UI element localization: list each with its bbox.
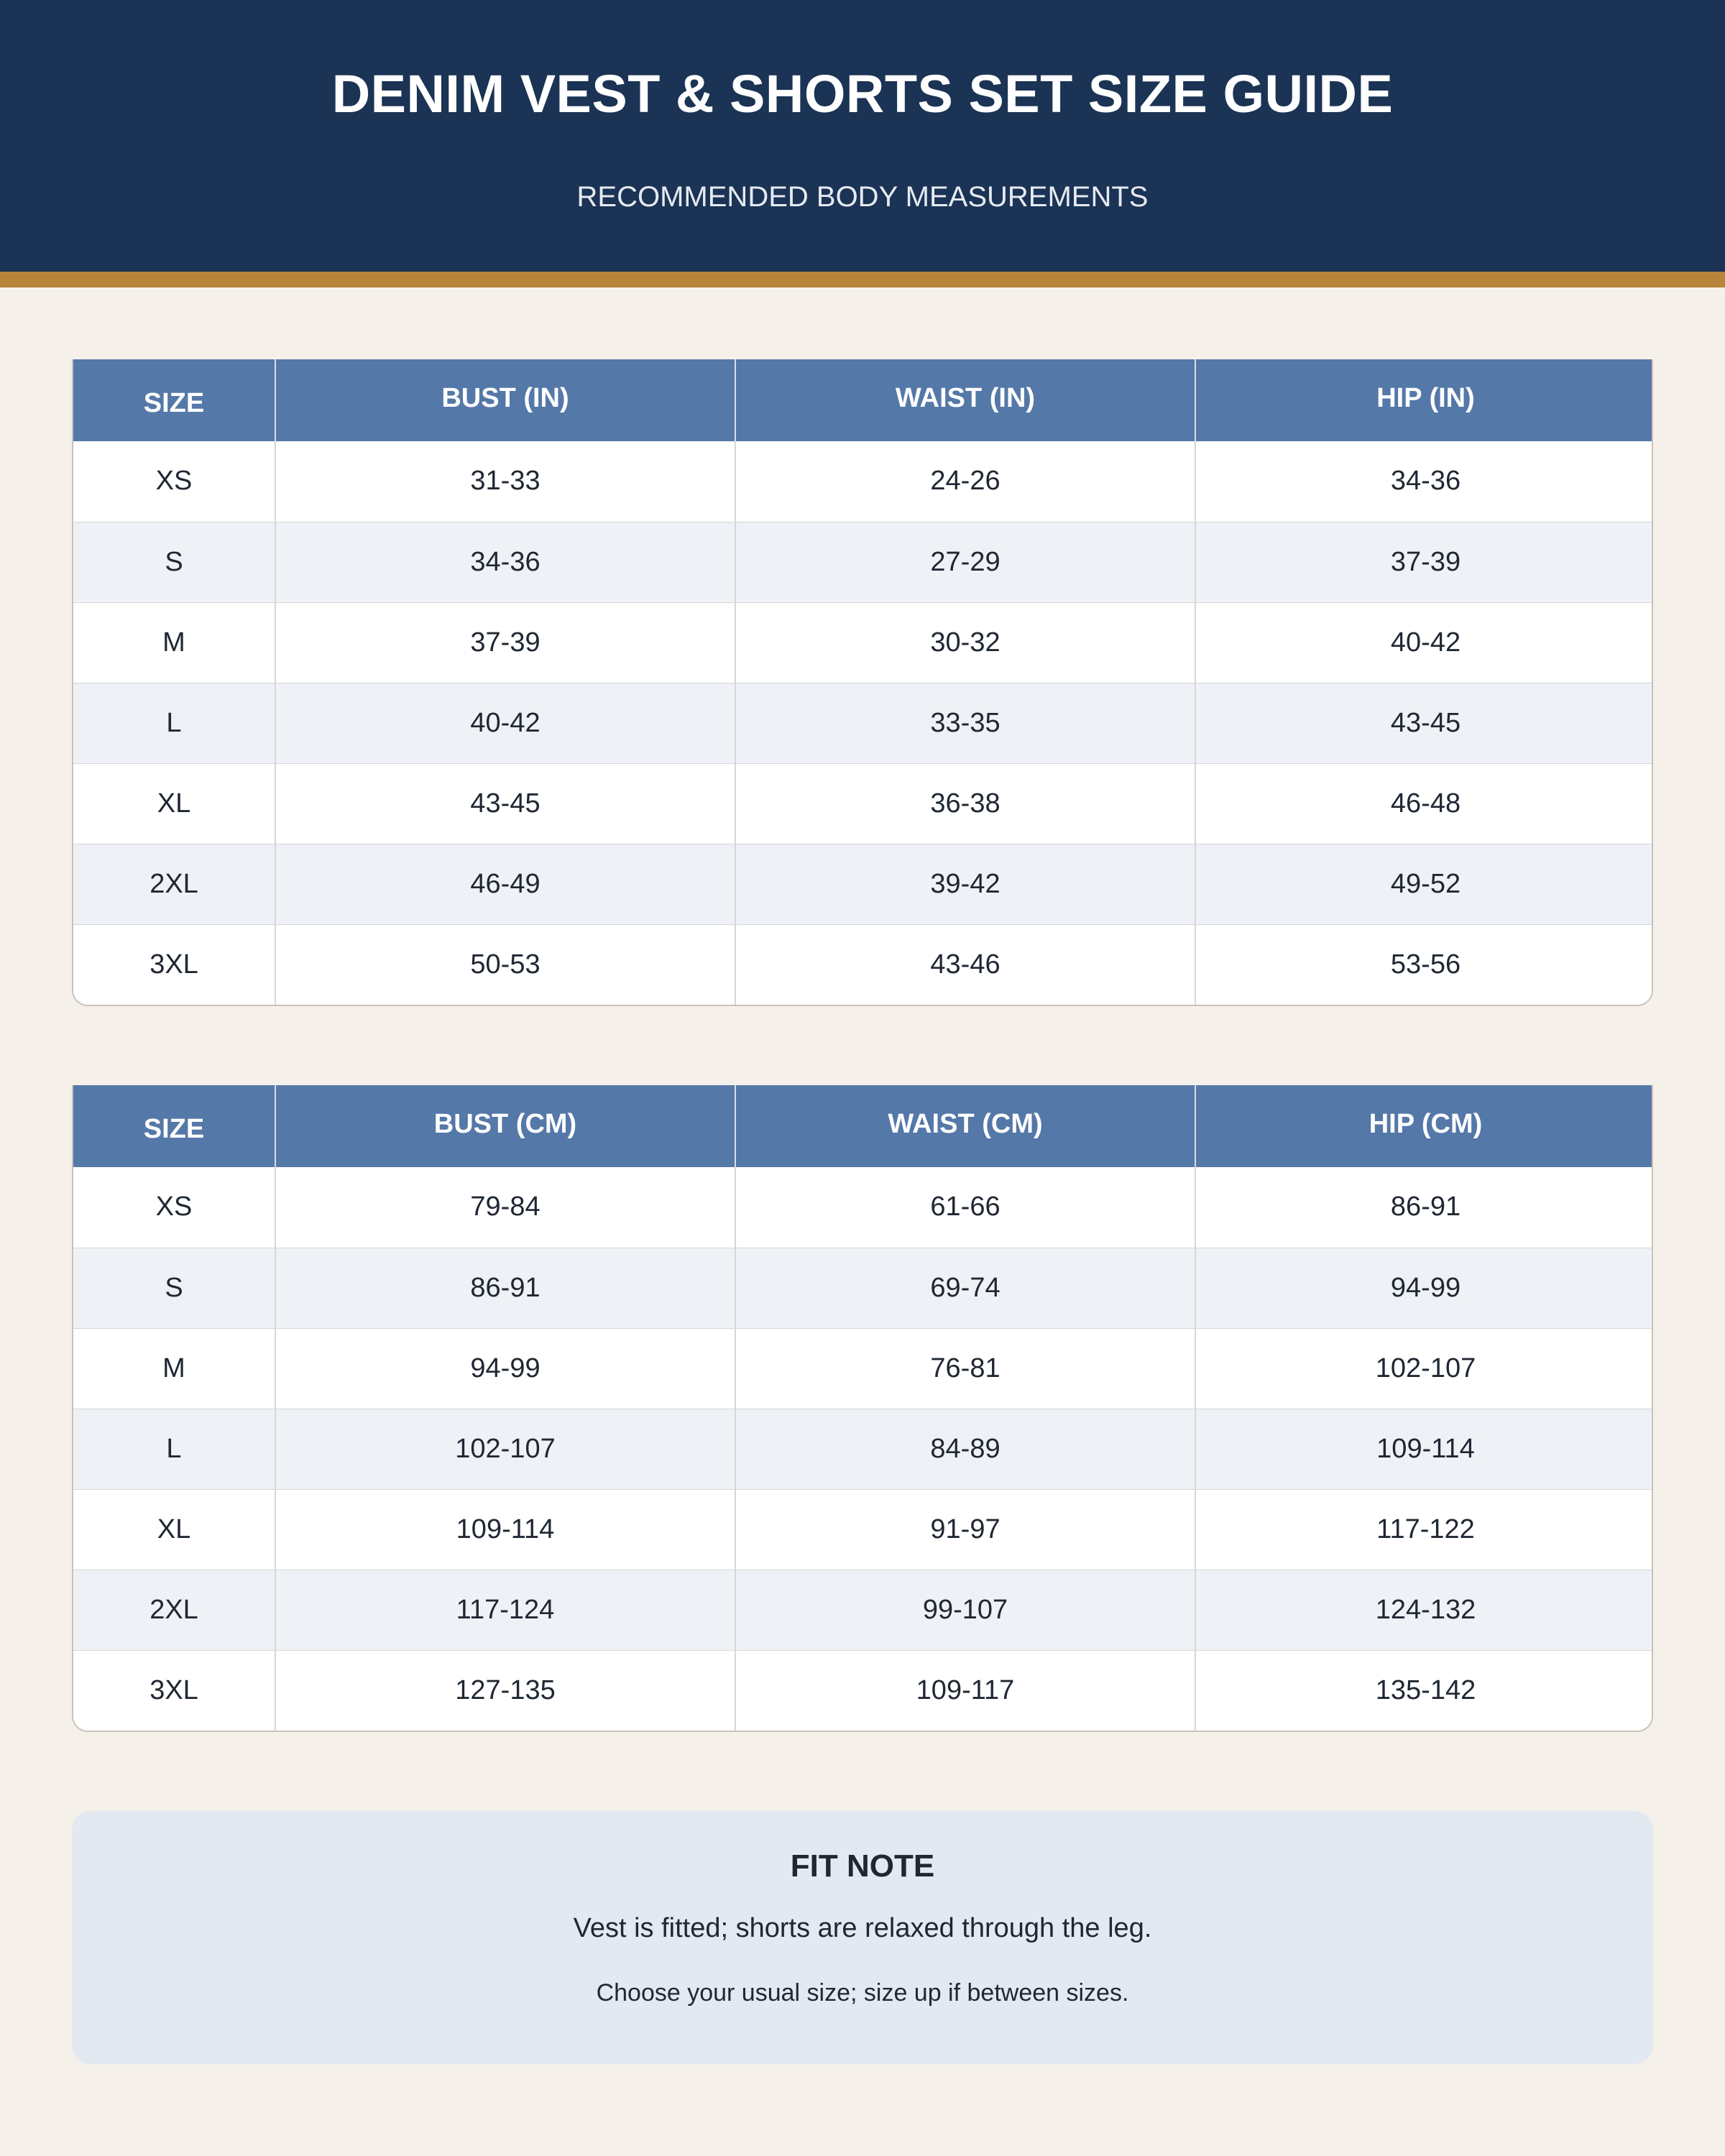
table-row bbox=[73, 844, 1653, 924]
bust-cell: 94-99 bbox=[275, 1328, 735, 1409]
accent-divider bbox=[0, 272, 1725, 287]
waist-cell: 69-74 bbox=[735, 1248, 1195, 1328]
column-header-size: SIZE bbox=[73, 1085, 275, 1167]
bust-cell: 127-135 bbox=[275, 1650, 735, 1731]
table-header-row bbox=[73, 359, 1653, 441]
hip-cell: 102-107 bbox=[1195, 1328, 1653, 1409]
hip-cell: 46-48 bbox=[1195, 763, 1653, 844]
table-row bbox=[73, 1248, 1653, 1328]
table-row bbox=[73, 683, 1653, 763]
size-cell: 2XL bbox=[73, 1570, 275, 1650]
column-header-hip: HIP (IN) bbox=[1195, 359, 1653, 441]
hip-cell: 43-45 bbox=[1195, 683, 1653, 763]
hip-cell: 49-52 bbox=[1195, 844, 1653, 924]
bust-cell: 117-124 bbox=[275, 1570, 735, 1650]
size-table-inches bbox=[72, 359, 1653, 1006]
hip-cell: 135-142 bbox=[1195, 1650, 1653, 1731]
table-row bbox=[73, 1489, 1653, 1570]
table-row bbox=[73, 441, 1653, 522]
column-header-bust: BUST (IN) bbox=[275, 359, 735, 441]
waist-cell: 27-29 bbox=[735, 522, 1195, 602]
bust-cell: 46-49 bbox=[275, 844, 735, 924]
page-title: DENIM VEST & SHORTS SET SIZE GUIDE bbox=[331, 64, 1394, 124]
table-header-row bbox=[73, 1085, 1653, 1167]
bust-cell: 40-42 bbox=[275, 683, 735, 763]
column-header-waist: WAIST (IN) bbox=[735, 359, 1195, 441]
table-row bbox=[73, 924, 1653, 1005]
page-subtitle: RECOMMENDED BODY MEASUREMENTS bbox=[576, 181, 1149, 213]
column-header-hip: HIP (CM) bbox=[1195, 1085, 1653, 1167]
size-cell: XS bbox=[73, 441, 275, 522]
size-cell: L bbox=[73, 683, 275, 763]
column-header-size: SIZE bbox=[73, 359, 275, 441]
bust-cell: 50-53 bbox=[275, 924, 735, 1005]
hip-cell: 109-114 bbox=[1195, 1409, 1653, 1489]
waist-cell: 99-107 bbox=[735, 1570, 1195, 1650]
hip-cell: 124-132 bbox=[1195, 1570, 1653, 1650]
bust-cell: 102-107 bbox=[275, 1409, 735, 1489]
table-row bbox=[73, 522, 1653, 602]
table-row bbox=[73, 763, 1653, 844]
waist-cell: 36-38 bbox=[735, 763, 1195, 844]
hip-cell: 117-122 bbox=[1195, 1489, 1653, 1570]
size-cell: S bbox=[73, 522, 275, 602]
size-cell: 2XL bbox=[73, 844, 275, 924]
hip-cell: 34-36 bbox=[1195, 441, 1653, 522]
size-cell: S bbox=[73, 1248, 275, 1328]
fit-note-text: Vest is fitted; shorts are relaxed through the leg. bbox=[573, 1913, 1152, 1943]
bust-cell: 79-84 bbox=[275, 1167, 735, 1248]
size-cell: XL bbox=[73, 1489, 275, 1570]
fit-note-box bbox=[72, 1811, 1653, 2064]
table-row bbox=[73, 1650, 1653, 1731]
hip-cell: 40-42 bbox=[1195, 602, 1653, 683]
column-header-waist: WAIST (CM) bbox=[735, 1085, 1195, 1167]
size-cell: 3XL bbox=[73, 1650, 275, 1731]
hip-cell: 37-39 bbox=[1195, 522, 1653, 602]
hip-cell: 86-91 bbox=[1195, 1167, 1653, 1248]
bust-cell: 43-45 bbox=[275, 763, 735, 844]
table-row bbox=[73, 1570, 1653, 1650]
size-cell: L bbox=[73, 1409, 275, 1489]
table-row bbox=[73, 602, 1653, 683]
waist-cell: 109-117 bbox=[735, 1650, 1195, 1731]
waist-cell: 43-46 bbox=[735, 924, 1195, 1005]
header-banner bbox=[0, 0, 1725, 272]
waist-cell: 76-81 bbox=[735, 1328, 1195, 1409]
waist-cell: 84-89 bbox=[735, 1409, 1195, 1489]
size-cell: M bbox=[73, 602, 275, 683]
bust-cell: 37-39 bbox=[275, 602, 735, 683]
waist-cell: 91-97 bbox=[735, 1489, 1195, 1570]
bust-cell: 109-114 bbox=[275, 1489, 735, 1570]
waist-cell: 30-32 bbox=[735, 602, 1195, 683]
waist-cell: 24-26 bbox=[735, 441, 1195, 522]
table-row bbox=[73, 1167, 1653, 1248]
size-cell: XS bbox=[73, 1167, 275, 1248]
bust-cell: 34-36 bbox=[275, 522, 735, 602]
bust-cell: 31-33 bbox=[275, 441, 735, 522]
bust-cell: 86-91 bbox=[275, 1248, 735, 1328]
size-cell: XL bbox=[73, 763, 275, 844]
hip-cell: 53-56 bbox=[1195, 924, 1653, 1005]
size-cell: 3XL bbox=[73, 924, 275, 1005]
column-header-bust: BUST (CM) bbox=[275, 1085, 735, 1167]
hip-cell: 94-99 bbox=[1195, 1248, 1653, 1328]
size-table-cm bbox=[72, 1085, 1653, 1732]
size-cell: M bbox=[73, 1328, 275, 1409]
waist-cell: 61-66 bbox=[735, 1167, 1195, 1248]
table-row bbox=[73, 1328, 1653, 1409]
table-row bbox=[73, 1409, 1653, 1489]
fit-note-advice: Choose your usual size; size up if between sizes. bbox=[596, 1979, 1129, 2007]
waist-cell: 33-35 bbox=[735, 683, 1195, 763]
fit-note-title: FIT NOTE bbox=[790, 1848, 935, 1884]
waist-cell: 39-42 bbox=[735, 844, 1195, 924]
